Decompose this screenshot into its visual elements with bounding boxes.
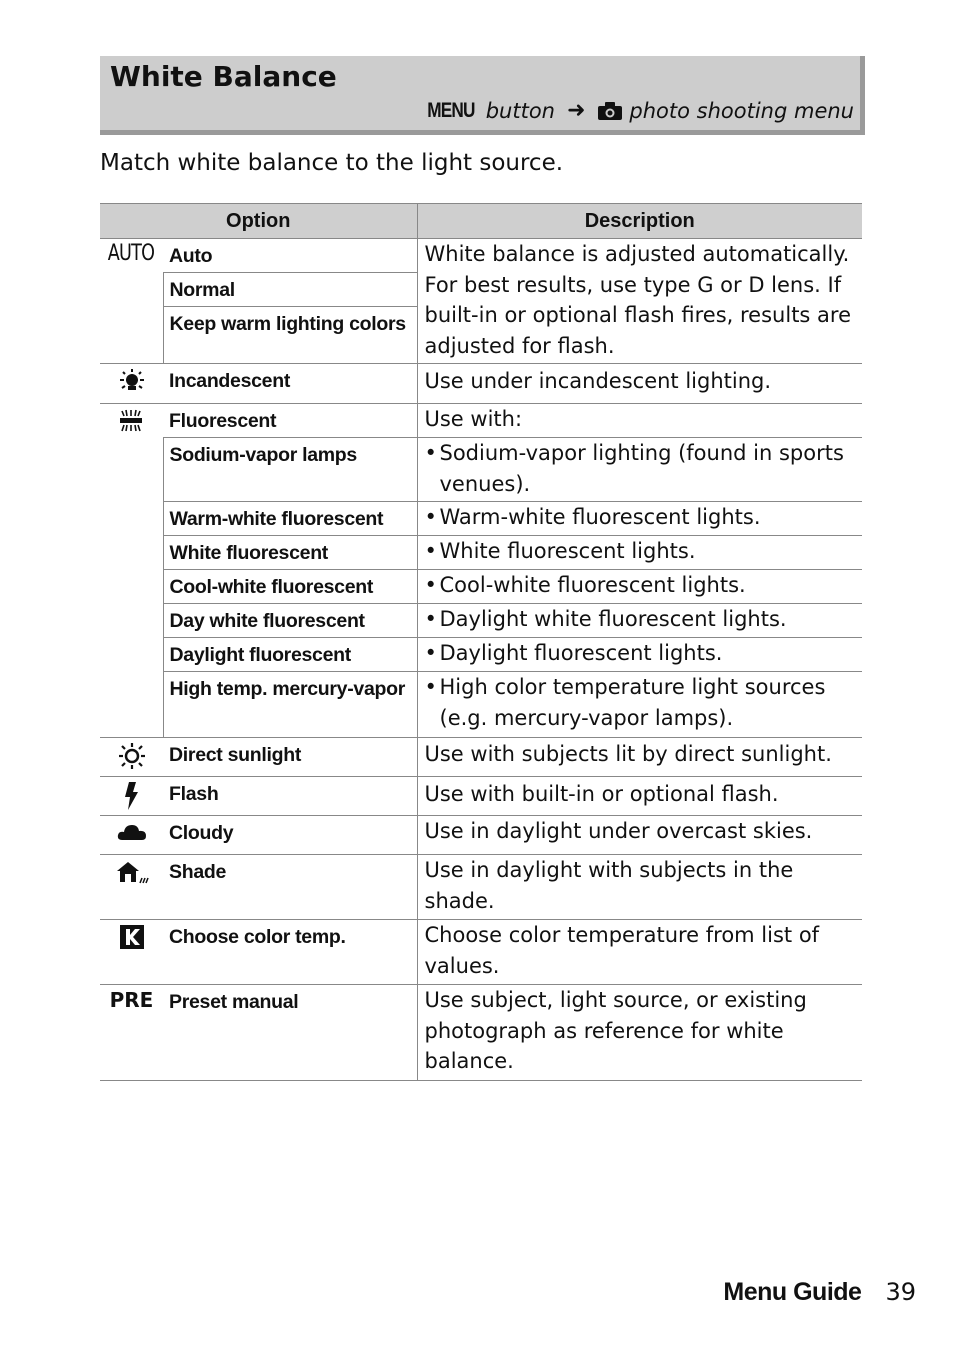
bullet-text: Warm-white fluorescent lights. bbox=[439, 505, 761, 529]
fluorescent-icon-cell bbox=[100, 404, 163, 738]
cloud-icon bbox=[116, 820, 148, 844]
description-day-white bbox=[417, 604, 862, 638]
menu-path-text: photo shooting menu bbox=[629, 98, 854, 123]
button-text: button bbox=[485, 98, 555, 123]
option-flash: Flash bbox=[163, 777, 417, 816]
header-bar bbox=[100, 56, 865, 135]
option-cloudy: Cloudy bbox=[163, 816, 417, 855]
option-day-white: Day white fluorescent bbox=[163, 604, 417, 638]
fluorescent-icon bbox=[116, 408, 146, 434]
sunlight-icon-cell bbox=[100, 738, 163, 777]
bullet: • bbox=[424, 505, 437, 529]
description-cool-white bbox=[417, 570, 862, 604]
option-color-temp: Choose color temp. bbox=[163, 920, 417, 985]
option-fluorescent: Fluorescent bbox=[163, 404, 417, 438]
description-white-fluorescent bbox=[417, 536, 862, 570]
bullet-text: High color temperature light sources (e.g. mercury-vapor lamps). bbox=[439, 675, 826, 730]
auto-icon: AUTO bbox=[108, 241, 155, 266]
bullet-text: White fluorescent lights. bbox=[439, 539, 696, 563]
description-direct-sunlight: Use with subjects lit by direct sunlight. bbox=[417, 738, 862, 777]
option-auto: Auto bbox=[163, 239, 417, 273]
description-cloudy: Use in daylight under overcast skies. bbox=[417, 816, 862, 855]
white-balance-table bbox=[100, 203, 862, 1081]
bullet: • bbox=[424, 607, 437, 631]
description-color-temp: Choose color temperature from list of values. bbox=[417, 920, 862, 985]
option-cool-white: Cool-white fluorescent bbox=[163, 570, 417, 604]
flash-icon bbox=[121, 781, 143, 811]
incandescent-icon bbox=[117, 368, 147, 394]
bullet: • bbox=[424, 675, 437, 699]
preset-icon: PRE bbox=[109, 988, 154, 1012]
kelvin-icon bbox=[119, 924, 145, 950]
preset-icon-cell bbox=[100, 985, 163, 1081]
option-keep-warm: Keep warm lighting colors bbox=[163, 307, 417, 364]
bullet: • bbox=[424, 539, 437, 563]
option-warm-white: Warm-white fluorescent bbox=[163, 502, 417, 536]
shade-icon-cell bbox=[100, 855, 163, 920]
option-daylight-fluorescent: Daylight fluorescent bbox=[163, 638, 417, 672]
bullet-text: Daylight fluorescent lights. bbox=[439, 641, 723, 665]
section-label: Menu Guide bbox=[723, 1278, 862, 1306]
menu-path bbox=[422, 98, 854, 123]
page-title: White Balance bbox=[110, 60, 337, 93]
bullet-text: Daylight white fluorescent lights. bbox=[439, 607, 787, 631]
description-sodium-vapor bbox=[417, 438, 862, 502]
option-normal: Normal bbox=[163, 273, 417, 307]
header-option: Option bbox=[100, 204, 417, 239]
bullet-text: Sodium-vapor lighting (found in sports venues). bbox=[439, 441, 844, 496]
description-incandescent: Use under incandescent lighting. bbox=[417, 364, 862, 404]
incandescent-icon-cell bbox=[100, 364, 163, 404]
bullet-text: Cool-white fluorescent lights. bbox=[439, 573, 746, 597]
description-flash: Use with built-in or optional flash. bbox=[417, 777, 862, 816]
intro-text: Match white balance to the light source. bbox=[100, 150, 564, 176]
page-footer bbox=[723, 1278, 916, 1307]
description-auto: White balance is adjusted automatically. For best results, use type G or D lens. If built-in or optional flash fires, results are adjusted for flash. bbox=[417, 239, 862, 364]
menu-button-label: MENU bbox=[427, 98, 475, 122]
arrow-icon: ➜ bbox=[566, 98, 586, 123]
sun-icon bbox=[117, 742, 147, 770]
option-white-fluorescent: White fluorescent bbox=[163, 536, 417, 570]
header-description: Description bbox=[417, 204, 862, 239]
description-preset: Use subject, light source, or existing photograph as reference for white balance. bbox=[417, 985, 862, 1081]
flash-icon-cell bbox=[100, 777, 163, 816]
description-daylight-fluorescent bbox=[417, 638, 862, 672]
cloudy-icon-cell bbox=[100, 816, 163, 855]
option-direct-sunlight: Direct sunlight bbox=[163, 738, 417, 777]
camera-icon bbox=[597, 101, 623, 121]
bullet: • bbox=[424, 441, 437, 465]
description-shade: Use in daylight with subjects in the shade. bbox=[417, 855, 862, 920]
bullet: • bbox=[424, 573, 437, 597]
option-shade: Shade bbox=[163, 855, 417, 920]
description-fluorescent: Use with: bbox=[417, 404, 862, 438]
kelvin-icon-cell bbox=[100, 920, 163, 985]
description-warm-white bbox=[417, 502, 862, 536]
option-mercury-vapor: High temp. mercury-vapor bbox=[163, 672, 417, 738]
option-sodium-vapor: Sodium-vapor lamps bbox=[163, 438, 417, 502]
shade-icon bbox=[115, 859, 149, 885]
option-preset: Preset manual bbox=[163, 985, 417, 1081]
option-incandescent: Incandescent bbox=[163, 364, 417, 404]
page-number: 39 bbox=[885, 1278, 916, 1306]
bullet: • bbox=[424, 641, 437, 665]
description-mercury-vapor bbox=[417, 672, 862, 738]
auto-icon-cell bbox=[100, 239, 163, 364]
